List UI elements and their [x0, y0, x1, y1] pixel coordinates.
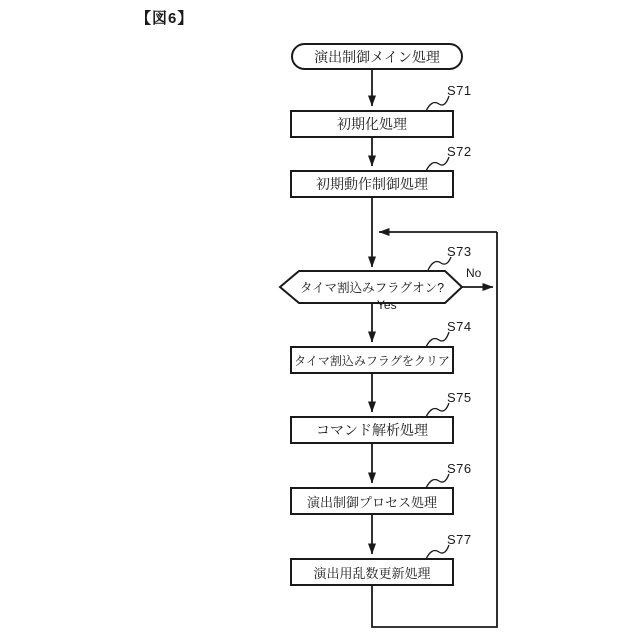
step-id-s75: S75: [447, 390, 472, 405]
process-box-s74: [290, 346, 454, 374]
process-box-s76: [290, 487, 454, 515]
process-label-s72: 初期動作制御処理: [316, 176, 428, 192]
process-label-s74: タイマ割込みフラグをクリア: [294, 353, 450, 368]
squiggle-s72: [426, 157, 449, 171]
process-box-s72: [290, 170, 454, 198]
branch-label-yes: Yes: [377, 298, 397, 312]
process-label-s77: 演出用乱数更新処理: [313, 565, 431, 581]
squiggle-s71: [426, 96, 449, 111]
squiggle-s77: [426, 545, 449, 559]
start-terminal: [291, 43, 463, 70]
process-box-s71: [290, 110, 454, 138]
step-id-s77: S77: [447, 532, 472, 547]
step-id-s74: S74: [447, 319, 472, 334]
step-id-s76: S76: [447, 461, 472, 476]
step-id-s73: S73: [447, 244, 472, 259]
process-label-s75: コマンド解析処理: [316, 422, 428, 438]
process-box-s77: [290, 558, 454, 586]
squiggle-s74: [426, 332, 449, 347]
step-id-s71: S71: [447, 83, 472, 98]
decision-box-s73: [290, 271, 454, 303]
squiggle-s75: [426, 403, 449, 417]
decision-label-s73: タイマ割込みフラグオン?: [299, 281, 445, 295]
branch-label-no: No: [466, 266, 482, 280]
start-terminal-label: 演出制御メイン処理: [314, 48, 440, 65]
step-id-s72: S72: [447, 144, 472, 159]
squiggle-s76: [426, 474, 449, 488]
process-box-s75: [290, 416, 454, 444]
figure-number: 【図6】: [136, 10, 194, 27]
process-label-s76: 演出制御プロセス処理: [306, 494, 437, 510]
process-label-s71: 初期化処理: [337, 116, 407, 132]
